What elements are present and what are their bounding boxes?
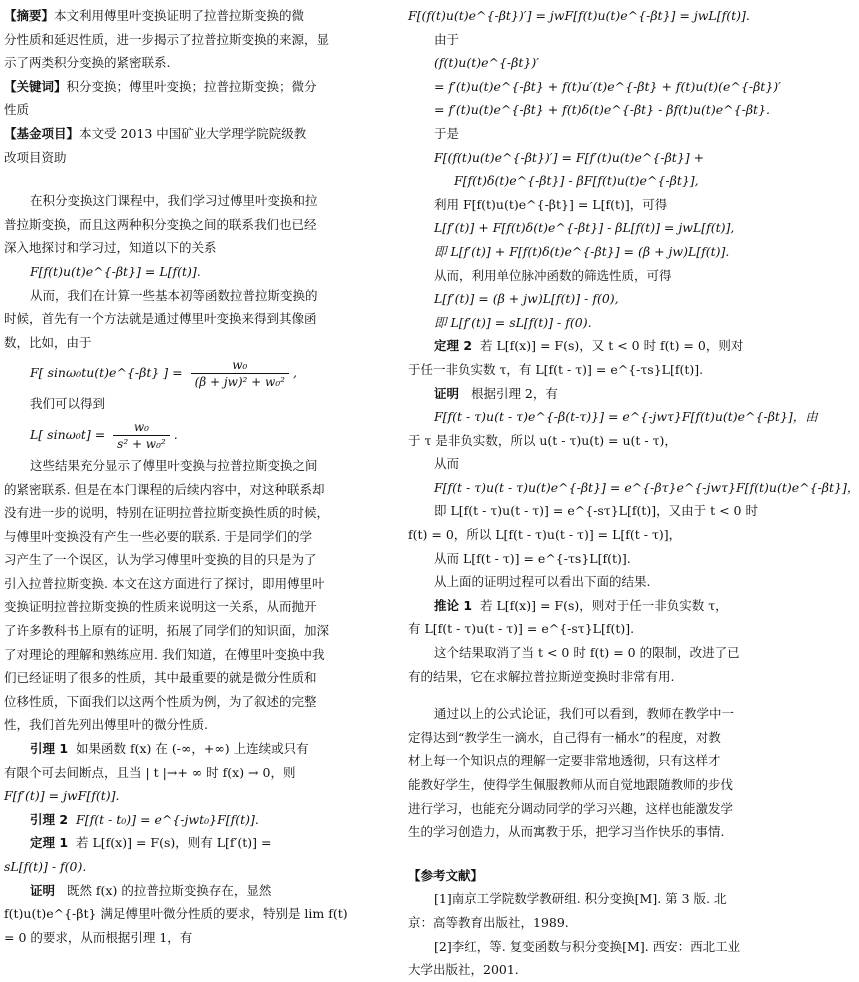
lemma-1 xyxy=(4,737,396,761)
equation-2-denominator: (β + jw)² + w₀² xyxy=(194,375,285,390)
reference-item: [1]南京工学院数学教研组. 积分变换[M]. 第 3 版. 北 xyxy=(434,891,727,907)
body-line: 能教好学生，使得学生佩服教师从而自觉地跟随教师的步伐 xyxy=(408,777,734,792)
corollary-1-text: 有 L[f(t - τ)u(t - τ)] = e^{-sτ}L[f(t)]. xyxy=(408,621,635,637)
equation-r1: F[(f(t)u(t)e^{-βt})′] = jwF[f(t)u(t)e^{-βt}] = jwL[f(t)]. xyxy=(408,8,750,23)
theorem-1-text: 若 L[f(x)] = F(s)，则有 L[f′(t)] = xyxy=(76,835,272,851)
proof-1-tag: 证明 xyxy=(30,882,56,898)
body-line: 从上面的证明过程可以看出下面的结果. xyxy=(434,574,651,590)
reference-item: [2]李红，等. 复变函数与积分变换[M]. 西安：西北工业 xyxy=(434,938,741,954)
body-line: 了许多教科书上原有的证明，拓展了同学们的知识面，加深 xyxy=(4,623,330,639)
equation-r4: L[f′(t)] + F[f(t)δ(t)e^{-βt}] - βL[f(t)] = jwL[f(t)], xyxy=(434,220,735,236)
proof-2-line: 从而 L[f(t - τ)] = e^{-τs}L[f(t)]. xyxy=(434,550,631,566)
equation-r5: 即 L[f′(t)] = sL[f(t)] - f(0). xyxy=(434,314,592,330)
corollary-1 xyxy=(408,594,800,618)
lemma-2 xyxy=(4,808,396,832)
proof-2-tag: 证明 xyxy=(434,385,460,401)
body-line: 引入拉普拉斯变换. 本文在这方面进行了探讨，即用傅里叶 xyxy=(4,575,325,591)
equation-2-fraction xyxy=(191,357,289,390)
theorem-2 xyxy=(408,334,800,358)
body-line: 普拉斯变换，而且这两种积分变换之间的联系我们也已经 xyxy=(4,216,317,232)
corollary-1-text: 若 L[f(x)] = F(s)，则对于任一非负实数 τ， xyxy=(480,597,728,613)
equation-3-fraction xyxy=(113,419,170,452)
right-column xyxy=(408,4,859,982)
theorem-1-text: sL[f(t)] - f(0). xyxy=(4,859,87,874)
body-line: 于是 xyxy=(434,125,460,141)
abstract-text-line: 本文利用傅里叶变换证明了拉普拉斯变换的微 xyxy=(54,8,305,23)
fund-tag: 【基金项目】 xyxy=(4,125,80,141)
lemma-2-tag: 引理 2 xyxy=(30,811,69,827)
proof-1-text: 既然 f(x) 的拉普拉斯变换存在，显然 xyxy=(66,882,272,898)
fund-line xyxy=(4,122,396,146)
left-column xyxy=(4,4,396,949)
body-line: 没有进一步的说明，特别在证明拉普拉斯变换性质的时候， xyxy=(4,505,330,521)
equation-2-numerator: w₀ xyxy=(191,357,289,374)
proof-1-text: f(t)u(t)e^{-βt} 满足傅里叶微分性质的要求，特别是 lim f(t) xyxy=(4,906,348,922)
body-line: 在积分变换这门课程中，我们学习过傅里叶变换和拉 xyxy=(30,193,318,209)
fund-text-line: 本文受 2013 中国矿业大学理学院院级教 xyxy=(79,125,307,141)
body-line: 我们可以得到 xyxy=(30,396,106,412)
keywords-line xyxy=(4,75,396,99)
equation-r2: = f′(t)u(t)e^{-βt} + f(t)u′(t)e^{-βt} + f(t)u(t)(e^{-βt})′ xyxy=(434,78,781,94)
corollary-1-tag: 推论 1 xyxy=(434,597,473,613)
equation-r2: (f(t)u(t)e^{-βt})′ xyxy=(434,55,540,71)
body-line: 们已经证明了很多的性质，其中最重要的就是微分性质和 xyxy=(4,670,317,686)
theorem-2-text: 于任一非负实数 τ，有 L[f(t - τ)] = e^{-τs}L[f(t)]. xyxy=(408,361,704,377)
body-line: 通过以上的公式论证，我们可以看到，教师在教学中一 xyxy=(434,706,735,722)
abstract-line xyxy=(4,4,396,28)
body-line: 深入地探讨和学习过，知道以下的关系 xyxy=(4,240,217,256)
proof-2-line: f(t) = 0，所以 L[f(t - τ)u(t - τ)] = L[f(t - τ)]， xyxy=(408,527,682,543)
equation-3-tail: . xyxy=(173,426,178,442)
proof-2-line: 于 τ 是非负实数，所以 u(t - τ)u(t) = u(t - τ)， xyxy=(408,432,677,448)
body-line: 时候，首先有一个方法就是通过傅里叶变换来得到其像函 xyxy=(4,311,317,327)
body-line: 定得达到“教学生一滴水，自己得有一桶水”的程度，对教 xyxy=(408,729,721,745)
proof-2 xyxy=(408,382,800,406)
body-line: 进行学习，也能充分调动同学的学习兴趣，这样也能激发学 xyxy=(408,800,734,816)
theorem-2-text: 若 L[f(x)] = F(s)，又 t < 0 时 f(t) = 0，则对 xyxy=(480,338,744,354)
equation-2-tail: , xyxy=(292,365,297,381)
equation-3-left: L[ sinω₀t] = xyxy=(30,426,106,442)
equation-r5: L[f′(t)] = (β + jw)L[f(t)] - f(0), xyxy=(434,291,619,307)
equation-2-left: F[ sinω₀tu(t)e^{-βt} ] = xyxy=(30,365,183,381)
body-line: 的紧密联系. 但是在本门课程的后续内容中，对这种联系却 xyxy=(4,481,325,497)
body-line: 数，比如，由于 xyxy=(4,334,92,350)
proof-2-head: 根据引理 2，有 xyxy=(470,385,558,401)
body-line: 材上每一个知识点的理解一定要非常地透彻，只有这样才 xyxy=(408,753,721,769)
body-line: 从而，利用单位脉冲函数的筛选性质，可得 xyxy=(434,267,672,283)
abstract-text-line: 示了两类积分变换的紧密联系. xyxy=(4,55,171,71)
proof-2-line: F[f(t - τ)u(t - τ)e^{-β(t-τ)}] = e^{-jwτ}F[f(t)u(t)e^{-βt}]，由 xyxy=(434,409,818,425)
body-line: 与傅里叶变换没有产生一些必要的联系. 于是同学们的学 xyxy=(4,528,312,544)
lemma-1-text: 有限个可去间断点，且当 | t |→+ ∞ 时 f(x) → 0，则 xyxy=(4,764,296,780)
proof-2-line: 从而 xyxy=(434,456,460,472)
keywords-text-line: 积分变换；傅里叶变换；拉普拉斯变换；微分 xyxy=(66,78,317,94)
equation-1: F[f(t)u(t)e^{-βt}] = L[f(t)]. xyxy=(30,263,201,279)
lemma-1-formula: F[f′(t)] = jwF[f(t)]. xyxy=(4,788,120,804)
proof-1-text: = 0 的要求，从而根据引理 1，有 xyxy=(4,929,193,945)
reference-item: 大学出版社，2001. xyxy=(408,962,519,978)
body-line: 这个结果取消了当 t < 0 时 f(t) = 0 的限制，改进了已 xyxy=(434,645,740,661)
body-line: 生的学习创造力，从而寓教于乐，把学习当作快乐的事情. xyxy=(408,824,725,840)
lemma-2-formula: F[f(t - t₀)] = e^{-jwt₀}F[f(t)]. xyxy=(76,811,259,827)
equation-r3: F[f(t)δ(t)e^{-βt}] - βF[f(t)u(t)e^{-βt}], xyxy=(454,173,699,189)
theorem-1-tag: 定理 1 xyxy=(30,835,69,851)
equation-3 xyxy=(4,416,396,454)
body-line: 有的结果，它在求解拉普拉斯逆变换时非常有用. xyxy=(408,668,675,684)
body-line: 变换证明拉普拉斯变换的性质来说明这一关系，从而抛开 xyxy=(4,599,317,615)
abstract-tag: 【摘要】 xyxy=(4,8,55,23)
keywords-text-line: 性质 xyxy=(4,102,30,118)
body-line: 性，我们首先列出傅里叶的微分性质. xyxy=(4,717,208,733)
proof-2-line: 即 L[f(t - τ)u(t - τ)] = e^{-sτ}L[f(t)]，又由于 t < 0 时 xyxy=(434,503,758,519)
body-line: 从而，我们在计算一些基本初等函数拉普拉斯变换的 xyxy=(30,287,318,303)
fund-text-line: 改项目资助 xyxy=(4,149,67,165)
abstract-text-line: 分性质和延迟性质，进一步揭示了拉普拉斯变换的来源，显 xyxy=(4,31,330,47)
lemma-1-text: 如果函数 f(x) 在 (-∞，+∞) 上连续或只有 xyxy=(76,741,309,757)
equation-3-denominator: s² + w₀² xyxy=(117,436,166,451)
proof-1 xyxy=(4,879,396,903)
reference-item: 京：高等教育出版社，1989. xyxy=(408,914,569,930)
body-line: 位移性质，下面我们以这两个性质为例，为了叙述的完整 xyxy=(4,693,317,709)
lemma-1-tag: 引理 1 xyxy=(30,741,69,757)
body-line: 利用 F[f(t)u(t)e^{-βt}] = L[f(t)]，可得 xyxy=(434,196,668,212)
body-line: 习产生了一个误区，认为学习傅里叶变换的目的只是为了 xyxy=(4,552,317,568)
keywords-tag: 【关键词】 xyxy=(4,78,67,94)
theorem-2-tag: 定理 2 xyxy=(434,338,473,354)
references-title: 【参考文献】 xyxy=(408,867,484,883)
body-line: 了对理论的理解和熟练应用. 我们知道，在傅里叶变换中我 xyxy=(4,646,325,662)
equation-r4: 即 L[f′(t)] + F[f(t)δ(t)e^{-βt}] = (β + jw)L[f(t)]. xyxy=(434,243,730,259)
equation-3-numerator: w₀ xyxy=(113,419,170,436)
equation-r2: = f′(t)u(t)e^{-βt} + f(t)δ(t)e^{-βt} - βf(t)u(t)e^{-βt}. xyxy=(434,102,770,118)
equation-2 xyxy=(4,354,396,392)
theorem-1 xyxy=(4,831,396,855)
body-line: 由于 xyxy=(434,31,460,47)
body-line: 这些结果充分显示了傅里叶变换与拉普拉斯变换之间 xyxy=(30,457,318,473)
equation-r3: F[(f(t)u(t)e^{-βt})′] = F[f′(t)u(t)e^{-βt}] + xyxy=(434,149,705,165)
proof-2-line: F[f(t - τ)u(t - τ)u(t)e^{-βt}] = e^{-βτ}e^{-jwτ}F[f(t)u(t)e^{-βt}]， xyxy=(434,479,859,495)
